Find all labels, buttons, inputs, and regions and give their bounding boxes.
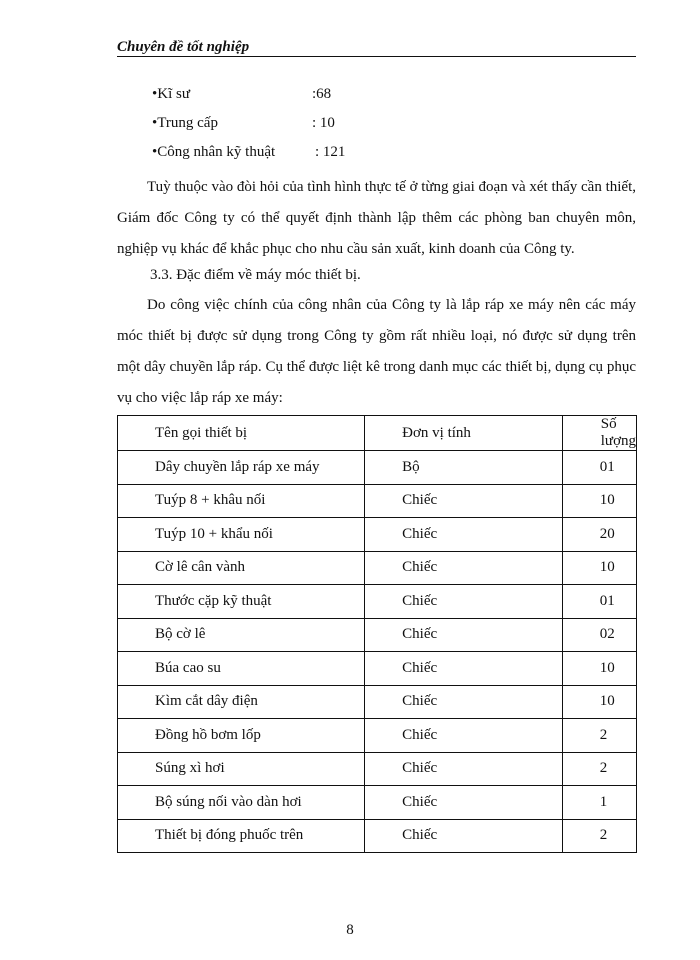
table-row	[118, 451, 637, 485]
column-header-unit: Đơn vị tính	[365, 416, 563, 451]
cell-equipment-name: Tuýp 8 + khâu nối	[118, 484, 365, 518]
cell-unit: Chiếc	[365, 685, 563, 719]
cell-equipment-name: Kìm cắt dây điện	[118, 685, 365, 719]
cell-equipment-name: Thước cặp kỹ thuật	[118, 585, 365, 619]
cell-quantity: 2	[562, 752, 636, 786]
equipment-table-body	[118, 451, 637, 853]
cell-unit: Chiếc	[365, 484, 563, 518]
cell-unit: Chiếc	[365, 752, 563, 786]
table-row	[118, 819, 637, 853]
cell-quantity: 20	[562, 518, 636, 552]
cell-unit: Chiếc	[365, 551, 563, 585]
cell-unit: Bộ	[365, 451, 563, 485]
staff-label: •Công nhân kỹ thuật	[152, 144, 276, 160]
table-row	[118, 551, 637, 585]
cell-equipment-name: Bộ súng nối vào dàn hơi	[118, 786, 365, 820]
table-row	[118, 585, 637, 619]
cell-quantity: 10	[562, 551, 636, 585]
table-header-row	[118, 416, 637, 451]
table-row	[118, 484, 637, 518]
cell-quantity: 02	[562, 618, 636, 652]
cell-quantity: 2	[562, 719, 636, 753]
cell-unit: Chiếc	[365, 719, 563, 753]
page-header-title: Chuyên đề tốt nghiệp	[117, 39, 250, 55]
cell-quantity: 10	[562, 685, 636, 719]
table-row	[118, 618, 637, 652]
page-number: 8	[346, 922, 354, 938]
paragraph-equipment-intro: Do công việc chính của công nhân của Công ty là lắp ráp xe máy nên các máy móc thiết bị được sử dụng trong Công ty gồm rất nhiều loại, nó được sử dụng trên một dây chuyền lắp ráp. Cụ thể được liệt kê trong danh mục các thiết bị, dụng cụ phục vụ cho việc lắp ráp xe máy:	[117, 297, 636, 406]
cell-quantity: 1	[562, 786, 636, 820]
staff-count: : 10	[312, 115, 335, 131]
staff-count: :68	[312, 86, 332, 102]
cell-unit: Chiếc	[365, 652, 563, 686]
staff-label: •Trung cấp	[152, 115, 218, 131]
cell-equipment-name: Súng xì hơi	[118, 752, 365, 786]
cell-quantity: 2	[562, 819, 636, 853]
staff-list-item	[152, 82, 552, 111]
staff-list-item	[152, 111, 552, 140]
table-row	[118, 719, 637, 753]
staff-list	[152, 82, 552, 169]
table-row	[118, 685, 637, 719]
table-row	[118, 752, 637, 786]
table-row	[118, 652, 637, 686]
cell-equipment-name: Đồng hồ bơm lốp	[118, 719, 365, 753]
cell-equipment-name: Thiết bị đóng phuốc trên	[118, 819, 365, 853]
equipment-table	[117, 415, 637, 853]
cell-equipment-name: Dây chuyền lắp ráp xe máy	[118, 451, 365, 485]
cell-equipment-name: Cờ lê cân vành	[118, 551, 365, 585]
cell-quantity: 01	[562, 451, 636, 485]
cell-equipment-name: Bộ cờ lê	[118, 618, 365, 652]
header-rule	[117, 56, 636, 57]
cell-quantity: 01	[562, 585, 636, 619]
staff-label: •Kĩ sư	[152, 86, 190, 102]
paragraph-departments: Tuỳ thuộc vào đòi hỏi của tình hình thực tế ở từng giai đoạn và xét thấy cần thiết, Giám đốc Công ty có thể quyết định thành lập thêm các phòng ban chuyên môn, nghiệp vụ khác để khắc phục cho nhu cầu sản xuất, kinh doanh của Công ty.	[117, 179, 636, 257]
cell-equipment-name: Búa cao su	[118, 652, 365, 686]
table-row	[118, 786, 637, 820]
column-header-name: Tên gọi thiết bị	[118, 416, 365, 451]
cell-unit: Chiếc	[365, 518, 563, 552]
staff-count: : 121	[315, 144, 346, 160]
table-row	[118, 518, 637, 552]
cell-unit: Chiếc	[365, 585, 563, 619]
cell-quantity: 10	[562, 652, 636, 686]
cell-equipment-name: Tuýp 10 + khẩu nối	[118, 518, 365, 552]
cell-unit: Chiếc	[365, 618, 563, 652]
cell-quantity: 10	[562, 484, 636, 518]
staff-list-item	[152, 140, 552, 169]
cell-unit: Chiếc	[365, 819, 563, 853]
section-heading: 3.3. Đặc điểm về máy móc thiết bị.	[150, 267, 361, 283]
cell-unit: Chiếc	[365, 786, 563, 820]
column-header-quantity: Số lượng	[562, 416, 636, 451]
